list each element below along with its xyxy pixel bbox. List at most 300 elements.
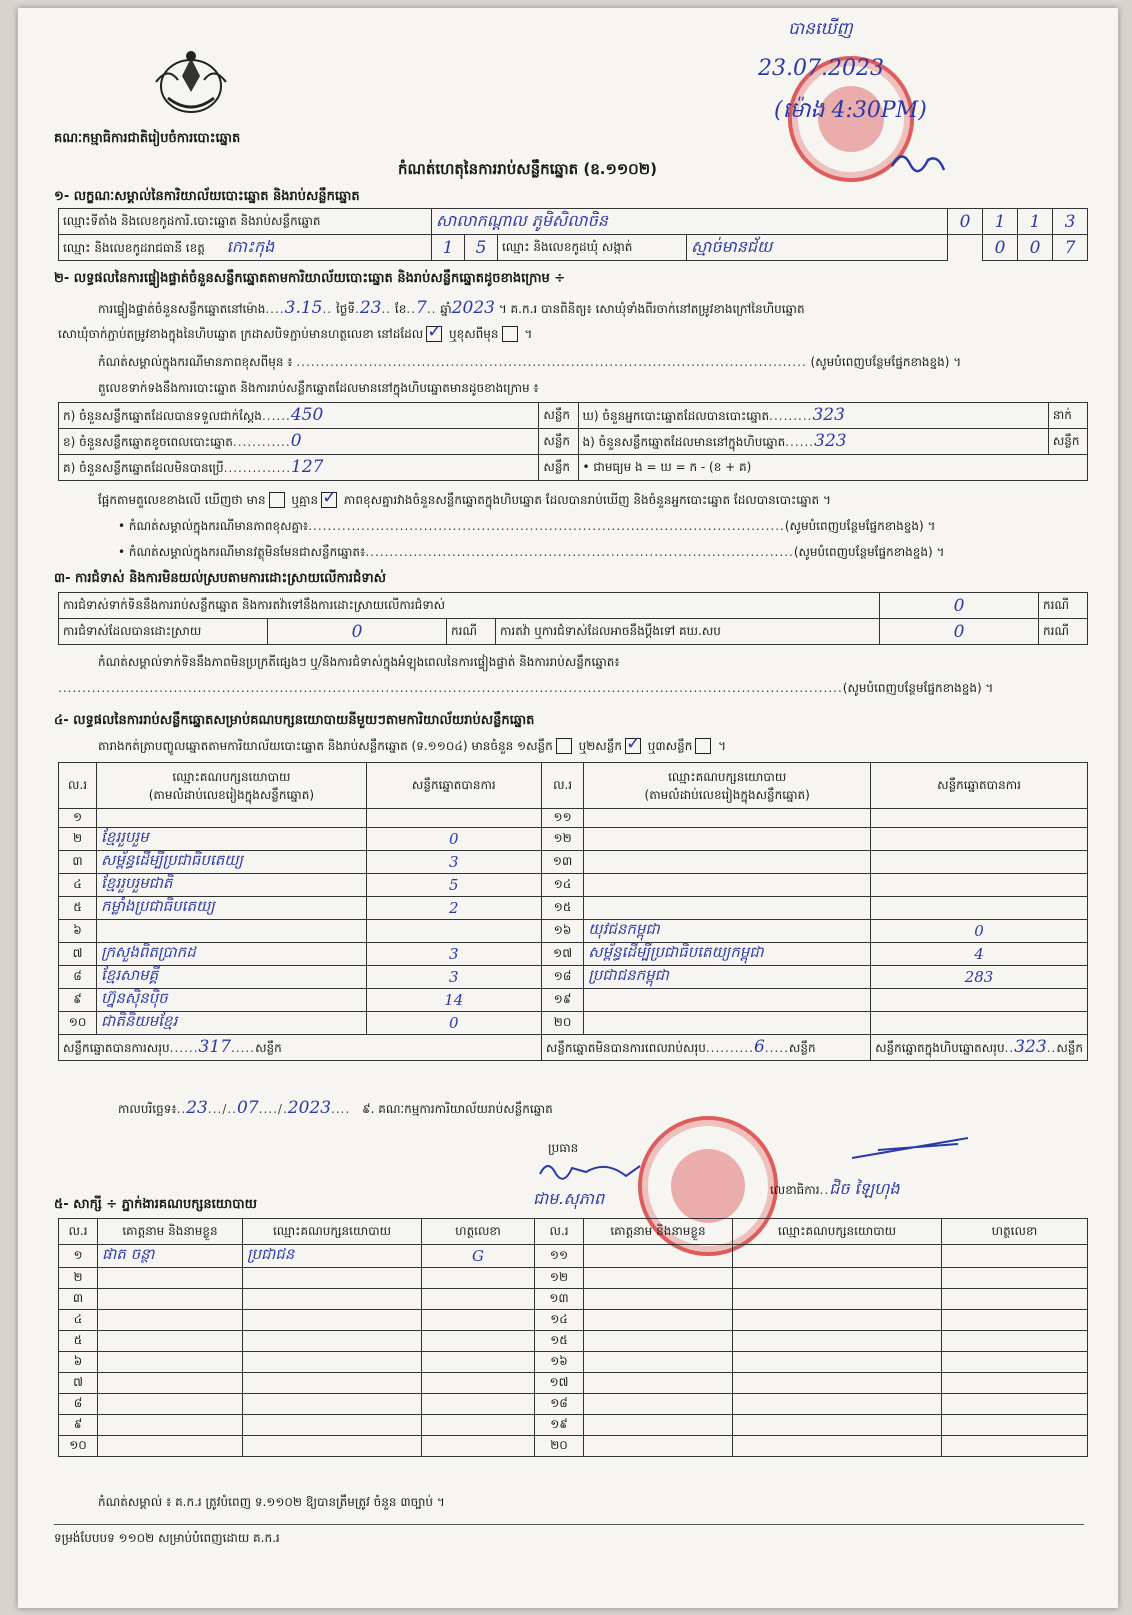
w-col-no-left: ល.រ [59,1219,98,1245]
discrepancy-line [98,492,831,510]
witness-sign-right [942,1289,1088,1310]
party-no-left: ៦ [59,920,97,943]
two-sheets-checkbox[interactable] [625,738,641,754]
witness-name-right [584,1352,733,1373]
witness-sign-right [942,1352,1088,1373]
party-no-right: ២០ [541,1012,583,1035]
irregularity-note-line: ...................................................................................................................................................................(សូមបំពេញបន្ថែមផ្នែកខាងខ្នង) ។ [58,681,994,695]
witness-sign-right [942,1415,1088,1436]
secretary-name: ជិច ឡៃហុង [829,1179,900,1198]
party-votes-right [871,989,1088,1012]
complaints-value: 0 [880,593,1039,619]
verify-time: 3.15 [284,298,323,318]
witness-party-right [733,1394,942,1415]
commune-value: ស្មាច់មានជ័យ [687,235,948,261]
sum-box-label: សន្លឹកឆ្នោតក្នុងហិបឆ្នោតសរុប [875,1041,1005,1055]
tally-sheet-line: តារាងកត់ត្រាបញ្ចូលឆ្នោតតាមការិយាល័យបោះឆ្នោត និងរាប់សន្លឹកឆ្នោត (ទ.១១០៤) មានចំនួន ១សន្លឹក ឬ២សន្លឹក✓ ឬ៣សន្លឹក ។ [98,738,726,756]
witness-name-right [584,1245,733,1268]
received-ballots-value: 450 [290,405,324,425]
witness-party-left: ប្រជាជន [243,1245,422,1268]
resolved-value: 0 [268,619,447,645]
appeal-value: 0 [880,619,1039,645]
tally-text-b: ឬ២សន្លឹក [578,739,622,753]
received-ballots-label: ក) ចំនួនសន្លឹកឆ្នោតដែលបានទទួលជាក់ស្តែង [63,409,262,423]
witness-row [59,1268,1088,1289]
party-no-left: ២ [59,828,97,851]
witness-sign-left [422,1436,535,1457]
has-diff-checkbox[interactable] [269,492,285,508]
location-code-3: 1 [1018,209,1053,235]
unused-ballots-label: គ) ចំនួនសន្លឹកឆ្នោតដែលមិនបានប្រើ [63,461,224,475]
party-name-right: សម្ព័ន្ធដើម្បីប្រជាធិបតេយ្យកម្ពុជា [584,943,871,966]
sum-box-unit: សន្លឹក [1056,1041,1083,1055]
chair-name: ជាម.សុភាព [533,1189,605,1208]
party-no-left: ៨ [59,966,97,989]
verify-day: 23 [359,298,382,318]
diff-note-2: • កំណត់សម្គាល់ក្នុងករណីមានភាពខុសគ្នា៖...................................................................................................(សូមបំពេញបន្ថែមផ្នែកខាងខ្នង) ។ [118,519,936,533]
witness-name-right [584,1310,733,1331]
verify-text-a: ការផ្ទៀងផ្ទាត់ចំនួនសន្លឹកឆ្នោតនៅម៉ោង [98,302,266,316]
witness-no-left: ៩ [59,1415,98,1436]
appeal-label: ការតវ៉ា ឬការជំទាស់ដែលអាចនឹងប្តឹងទៅ គឃ.សប [496,619,880,645]
witness-sign-left [422,1415,535,1436]
witness-row [59,1394,1088,1415]
verify-text-d: ឆ្នាំ [440,302,452,316]
witness-no-right: ១៩ [535,1415,584,1436]
result-row [59,920,1088,943]
province-value: កោះកុង [226,236,275,256]
no-diff-checkbox[interactable] [321,492,337,508]
witness-no-left: ៧ [59,1373,98,1394]
irregularity-note: កំណត់សម្គាល់ទាក់ទិននឹងភាពមិនប្រក្រតីផ្សេងៗ ឬ/និងការជំទាស់ក្នុងអំឡុងពេលនៃការផ្ទៀងផ្ទាត់ និងការរាប់សន្លឹកឆ្នោត៖ [98,655,620,669]
witness-name-left: ផាត ចន្ថា [98,1245,243,1268]
party-no-left: ៥ [59,897,97,920]
province-code-1: 1 [432,235,465,261]
witness-party-left [243,1415,422,1436]
verify-year: 2023 [451,298,495,318]
sum-invalid-label: សន្លឹកឆ្នោតមិនបានការពេលរាប់សរុប [545,1041,706,1055]
witness-no-right: ១៣ [535,1289,584,1310]
party-name-right [584,897,871,920]
witness-no-left: ៨ [59,1394,98,1415]
witness-no-right: ១២ [535,1268,584,1289]
party-name-right [584,1012,871,1035]
party-votes-left: 14 [366,989,541,1012]
result-row [59,943,1088,966]
section1-heading: ១- លក្ខណៈសម្គាល់នៃការិយាល័យបោះឆ្នោត និងរាប់សន្លឹកឆ្នោត [54,189,360,204]
party-no-right: ១៣ [541,851,583,874]
results-table [58,762,1088,1061]
section3-heading: ៣- ការជំទាស់ និងការមិនយល់ស្របតាមការដោះស្រាយលើការជំទាស់ [54,571,386,586]
tally-text: តារាងកត់ត្រាបញ្ចូលឆ្នោតតាមការិយាល័យបោះឆ្នោត និងរាប់សន្លឹកឆ្នោត (ទ.១១០៤) មានចំនួន ១សន្លឹក [98,739,553,753]
verify-month: 7 [416,298,427,318]
foreign-note-back: (សូមបំពេញបន្ថែមផ្នែកខាងខ្នង) ។ [793,545,945,559]
foreign-note: • កំណត់សម្គាល់ក្នុងករណីមានវត្ថុមិនមែនជាសន្លឹកឆ្នោត៖.........................................................................................(សូមបំពេញបន្ថែមផ្នែកខាងខ្នង) ។ [118,545,945,559]
witness-name-left [98,1373,243,1394]
witness-sign-left: G [422,1245,535,1268]
party-votes-left [366,809,541,828]
commune-code-1: 0 [983,235,1018,261]
party-no-right: ១១ [541,809,583,828]
seal-text-b: ឬខុសពីមុន [449,327,499,341]
province-code-2: 5 [465,235,498,261]
witness-row [59,1289,1088,1310]
witness-party-left [243,1331,422,1352]
w-col-name-right: គោត្តនាម និងនាមខ្លួន [584,1219,733,1245]
party-no-left: ៣ [59,851,97,874]
party-votes-right [871,809,1088,828]
diff-note-line: កំណត់សម្គាល់ក្នុងករណីមានភាពខុសពីមុន ៖ .......................................................................................................... (សូមបំពេញបន្ថែមផ្នែកខាងខ្នង) ។ [98,355,962,369]
party-name-left: ជាតិនិយមខ្មែរ [97,1012,367,1035]
w-col-party-left: ឈ្មោះគណបក្សនយោបាយ [243,1219,422,1245]
party-votes-left: 3 [366,943,541,966]
sum-invalid-cell: សន្លឹកឆ្នោតមិនបានការពេលរាប់សរុប..........6.....សន្លឹក [541,1035,870,1061]
witness-no-left: ៥ [59,1331,98,1352]
witness-no-right: ២០ [535,1436,584,1457]
section2-heading: ២- លទ្ធផលនៃការផ្ទៀងផ្ទាត់ចំនួនសន្លឹកឆ្នោតតាមការិយាល័យបោះឆ្នោត និងរាប់សន្លឹកឆ្នោតដូចខាងក្រោម ÷ [54,271,566,286]
witness-name-left [98,1268,243,1289]
location-label: ឈ្មោះទីតាំង និងលេខកូដការិ.បោះឆ្នោត និងរាប់សន្លឹកឆ្នោត [59,209,432,235]
party-name-left [97,920,367,943]
witness-name-right [584,1436,733,1457]
party-votes-right [871,897,1088,920]
party-no-right: ១៥ [541,897,583,920]
witness-party-left [243,1373,422,1394]
resolved-label: ការជំទាស់ដែលបានដោះស្រាយ [59,619,268,645]
w-col-sign-right: ហត្ថលេខា [942,1219,1088,1245]
party-votes-right [871,874,1088,897]
party-name-left [97,809,367,828]
sum-invalid-value: 6 [754,1037,765,1057]
province-label-text: ឈ្មោះ និងលេខកូដរាជធានី ខេត្ត [63,240,205,255]
party-no-right: ១៧ [541,943,583,966]
witness-name-right [584,1415,733,1436]
received-time: (ម៉ោង 4:30PM) [774,98,927,123]
party-votes-right [871,828,1088,851]
witness-sign-left [422,1289,535,1310]
diff-note-back: (សូមបំពេញបន្ថែមផ្នែកខាងខ្នង) ។ [810,355,962,369]
irregularity-note-back: (សូមបំពេញបន្ថែមផ្នែកខាងខ្នង) ។ [842,681,994,695]
spoiled-ballots-label: ខ) ចំនួនសន្លឹកឆ្នោតខូចពេលបោះឆ្នោត [63,435,233,449]
party-votes-left: 0 [366,828,541,851]
col-party-left [97,763,367,809]
diff-note-2-back: (សូមបំពេញបន្ថែមផ្នែកខាងខ្នង) ។ [784,519,936,533]
witness-party-right [733,1310,942,1331]
witness-row [59,1436,1088,1457]
result-row [59,809,1088,828]
party-no-left: ៧ [59,943,97,966]
party-votes-right [871,1012,1088,1035]
result-row [59,874,1088,897]
seal-line: សោឃុំចាក់ភ្ជាប់តម្រូវខាងក្នុងនៃហិបឆ្នោត ក្រដាសបិទភ្ជាប់មានហត្ថលេខា នៅដដែល✓ ឬខុសពីមុន ។ [58,326,532,344]
party-no-right: ១២ [541,828,583,851]
witness-table [58,1218,1088,1457]
complaints-label: ការជំទាស់ទាក់ទិននឹងការរាប់សន្លឹកឆ្នោត និងការតវ៉ាទៅនឹងការដោះស្រាយលើការជំទាស់ [59,593,880,619]
party-name-right: ប្រជាជនកម្ពុជា [584,966,871,989]
witness-party-right [733,1331,942,1352]
witness-sign-left [422,1268,535,1289]
party-votes-left: 0 [366,1012,541,1035]
party-votes-left: 3 [366,851,541,874]
witness-sign-left [422,1352,535,1373]
discrepancy-text-c: ភាពខុសគ្នារវាងចំនួនសន្លឹកឆ្នោតក្នុងហិបឆ្នោត ដែលបានរាប់ឃើញ និងចំនួនអ្នកបោះឆ្នោត ដែលបានបោះឆ្នោត ។ [343,493,831,507]
witness-sign-right [942,1373,1088,1394]
sum-valid-label: សន្លឹកឆ្នោតបានការសរុប [63,1041,170,1055]
spoiled-ballots-value: 0 [290,431,302,451]
chair-label: ប្រធាន [548,1141,579,1155]
witness-sign-right [942,1331,1088,1352]
party-no-right: ១៨ [541,966,583,989]
witness-sign-left [422,1394,535,1415]
witness-name-left [98,1310,243,1331]
witness-no-right: ១៤ [535,1310,584,1331]
party-name-right [584,828,871,851]
one-sheet-checkbox[interactable] [556,738,572,754]
section5-heading: ៥- សាក្សី ÷ ភ្នាក់ងារគណបក្សនយោបាយ [54,1197,257,1212]
party-name-right [584,874,871,897]
witness-name-left [98,1331,243,1352]
unit-d: នាក់ [1048,403,1087,429]
party-votes-left [366,920,541,943]
location-table [58,208,1088,261]
figures-intro: តួលេខទាក់ទងនឹងការបោះឆ្នោត និងការរាប់សន្លឹកឆ្នោតដែលមាននៅក្នុងហិបឆ្នោតមានដូចខាងក្រោម ៖ [98,381,539,395]
col-party-left-2: (តាមលំដាប់លេខរៀងក្នុងសន្លឹកឆ្នោត) [148,787,315,802]
party-votes-left: 3 [366,966,541,989]
witness-name-right [584,1289,733,1310]
witness-sign-right [942,1310,1088,1331]
witness-party-right [733,1268,942,1289]
complaints-unit: ករណី [1039,593,1088,619]
result-row [59,1012,1088,1035]
form-footer: ទម្រង់បែបបទ ១១០២ សម្រាប់បំពេញដោយ គ.ក.រ [54,1531,280,1545]
witness-party-left [243,1310,422,1331]
location-code-4: 3 [1053,209,1088,235]
figures-table: ក) ចំនួនសន្លឹកឆ្នោតដែលបានទទួលជាក់ស្តែង......450 សន្លឹក ឃ) ចំនួនអ្នកបោះឆ្នោតដែលបានបោះឆ្នោត.........323 នាក់ ខ) ចំនួនសន្លឹកឆ្នោតខូចពេលបោះឆ្នោត............0 សន្លឹក ង) ចំនួនសន្លឹកឆ្នោតដែលមាននៅក្នុងហិបឆ្នោត......323 សន្លឹក គ) ចំនួនសន្លឹកឆ្នោតដែលមិនបានប្រើ..............127 សន្លឹក • ជាមធ្យម ង = ឃ = ក - (ខ + គ) [58,402,1088,481]
w-col-name-left: គោត្តនាម និងនាមខ្លួន [98,1219,243,1245]
nec-emblem-icon [148,46,234,120]
witness-name-left [98,1394,243,1415]
foreign-note-label: • កំណត់សម្គាល់ក្នុងករណីមានវត្ថុមិនមែនជាសន្លឹកឆ្នោត៖ [118,545,366,559]
unit-b: សន្លឹក [539,429,578,455]
sum-invalid-unit: សន្លឹក [788,1041,816,1055]
witness-no-right: ១៨ [535,1394,584,1415]
witness-no-right: ១៥ [535,1331,584,1352]
section4-heading: ៤- លទ្ធផលនៃការរាប់សន្លឹកឆ្នោតសម្រាប់គណបក្សនយោបាយនីមួយៗតាមការិយាល័យរាប់សន្លឹកឆ្នោត [54,713,535,728]
witness-no-right: ១៧ [535,1373,584,1394]
witness-party-right [733,1436,942,1457]
verify-text-e: ។ គ.ក.រ បានពិនិត្យ៖ សោឃុំទាំងពីរចាក់នៅតម្រូវខាងក្រៅនៃហិបឆ្នោត [498,302,805,316]
party-no-left: ១០ [59,1012,97,1035]
date-month: 07 [237,1098,259,1118]
witness-party-right [733,1415,942,1436]
diff-note-2-label: • កំណត់សម្គាល់ក្នុងករណីមានភាពខុសគ្នា៖ [118,519,309,533]
party-no-right: ១៩ [541,989,583,1012]
witness-sign-left [422,1310,535,1331]
col-party-left-1: ឈ្មោះគណបក្សនយោបាយ [172,769,291,784]
col-party-right-2: (តាមលំដាប់លេខរៀងក្នុងសន្លឹកឆ្នោត) [644,787,810,802]
col-party-right-1: ឈ្មោះគណបក្សនយោបាយ [668,769,787,784]
unit-a: សន្លឹក [539,403,578,429]
box-ballots-value: 323 [814,431,847,451]
party-no-left: ៩ [59,989,97,1012]
party-votes-left: 2 [366,897,541,920]
witness-row [59,1415,1088,1436]
verification-line: ការផ្ទៀងផ្ទាត់ចំនួនសន្លឹកឆ្នោតនៅម៉ោង....3.15.. ថ្ងៃទី.23.. ខែ..7.. ឆ្នាំ2023 ។ គ.ក.រ បានពិនិត្យ៖ សោឃុំទាំងពីរចាក់នៅតម្រូវខាងក្រៅនៃហិបឆ្នោត [98,298,805,318]
date-label: កាលបរិច្ឆេទ៖ [118,1102,177,1116]
result-row [59,897,1088,920]
result-row [59,851,1088,874]
location-code-2: 1 [983,209,1018,235]
col-no-right: ល.រ [541,763,583,809]
witness-row [59,1331,1088,1352]
party-name-left: ខ្មែររួបរួមជាតិ [97,874,367,897]
unit-c: សន្លឹក [539,455,578,481]
form-page [18,8,1118,1608]
location-code-1: 0 [948,209,983,235]
party-votes-right: 283 [871,966,1088,989]
witness-party-right [733,1289,942,1310]
witness-sign-left [422,1373,535,1394]
witness-party-left [243,1289,422,1310]
party-votes-right [871,851,1088,874]
result-row [59,989,1088,1012]
date-line: កាលបរិច្ឆេទ៖..23.../..07..../.2023.... ៩. គណៈកម្មការការិយាល័យរាប់សន្លឹកឆ្នោត [118,1098,553,1118]
witness-name-left [98,1436,243,1457]
voters-label: ឃ) ចំនួនអ្នកបោះឆ្នោតដែលបានបោះឆ្នោត [582,409,770,423]
sum-valid-value: 317 [198,1037,231,1057]
witness-no-left: ៦ [59,1352,98,1373]
witness-sign-right [942,1394,1088,1415]
witness-name-right [584,1268,733,1289]
witness-sign-right [942,1268,1088,1289]
witness-name-right [584,1394,733,1415]
sum-valid-unit: សន្លឹក [255,1041,282,1055]
witness-row [59,1245,1088,1268]
commune-code-3: 7 [1053,235,1088,261]
party-votes-left: 5 [366,874,541,897]
party-name-right [584,851,871,874]
verify-text-c: ខែ [394,302,407,316]
party-name-left: កម្លាំងប្រជាធិបតេយ្យ [97,897,367,920]
witness-party-left [243,1268,422,1289]
verify-text-b: ថ្ងៃទី [335,302,355,316]
witness-no-left: ៤ [59,1310,98,1331]
witness-party-left [243,1436,422,1457]
result-row [59,966,1088,989]
same-checkbox[interactable] [426,326,442,342]
party-name-right [584,989,871,1012]
witness-no-left: ២ [59,1268,98,1289]
party-name-left: សម្ព័ន្ធដើម្បីប្រជាធិបតេយ្យ [97,851,367,874]
received-note: បានឃើញ [788,19,853,39]
witness-party-left [243,1394,422,1415]
witness-party-right [733,1373,942,1394]
voters-value: 323 [812,405,845,425]
witness-no-left: ១ [59,1245,98,1268]
box-ballots-label: ង) ចំនួនសន្លឹកឆ្នោតដែលមាននៅក្នុងហិបឆ្នោត [582,435,786,449]
witness-row [59,1310,1088,1331]
party-name-left: ខ្មែររួបរួម [97,828,367,851]
witness-name-left [98,1352,243,1373]
appeal-unit: ករណី [1039,619,1088,645]
witness-name-right [584,1373,733,1394]
party-no-right: ១៦ [541,920,583,943]
witness-sign-right [942,1436,1088,1457]
party-votes-right: 4 [871,943,1088,966]
committee-label: ៩. គណៈកម្មការការិយាល័យរាប់សន្លឹកឆ្នោត [362,1102,553,1116]
formula: • ជាមធ្យម ង = ឃ = ក - (ខ + គ) [578,455,1088,481]
seal-text: សោឃុំចាក់ភ្ជាប់តម្រូវខាងក្នុងនៃហិបឆ្នោត ក្រដាសបិទភ្ជាប់មានហត្ថលេខា នៅដដែល [58,327,424,341]
secretary-signature [848,1128,978,1172]
witness-row [59,1373,1088,1394]
col-party-right [584,763,871,809]
location-value: សាលាកណ្តាល ភូមិសិលាចិន [432,209,948,235]
witness-party-right [733,1352,942,1373]
signature-top [888,146,948,180]
sum-box-cell: សន្លឹកឆ្នោតក្នុងហិបឆ្នោតសរុប..323..សន្លឹក [871,1035,1088,1061]
chair-signature [536,1156,646,1190]
unused-ballots-value: 127 [291,457,324,477]
col-no-left: ល.រ [59,763,97,809]
date-day: 23 [186,1098,208,1118]
witness-no-left: ១០ [59,1436,98,1457]
different-checkbox[interactable] [502,326,518,342]
sum-valid-cell: សន្លឹកឆ្នោតបានការសរុប......317.....សន្លឹក [59,1035,542,1061]
resolved-unit: ករណី [447,619,496,645]
three-sheets-checkbox[interactable] [695,738,711,754]
party-name-left: ខ្មែរសាមគ្គី [97,966,367,989]
form-title: កំណត់ហេតុនៃការរាប់សន្លឹកឆ្នោត (ឧ.១១០២) [398,160,658,178]
sum-box-value: 323 [1014,1037,1047,1057]
witness-no-right: ១៦ [535,1352,584,1373]
witness-name-left [98,1289,243,1310]
complaints-table [58,592,1088,645]
witness-name-right [584,1331,733,1352]
discrepancy-text: ផ្អែកតាមតួលេខខាងលើ ឃើញថា មាន [98,493,266,507]
w-col-sign-left: ហត្ថលេខា [422,1219,535,1245]
date-year: 2023 [287,1098,332,1118]
witness-sign-left [422,1331,535,1352]
party-name-right [584,809,871,828]
discrepancy-text-b: ឬគ្មាន [291,493,319,507]
commune-label: ឈ្មោះ និងលេខកូដឃុំ សង្កាត់ [498,235,687,261]
party-no-left: ៤ [59,874,97,897]
witness-sign-right [942,1245,1088,1268]
party-name-right: យុវជនកម្ពុជា [584,920,871,943]
w-col-no-right: ល.រ [535,1219,584,1245]
org-name: គណៈកម្មាធិការជាតិរៀបចំការបោះឆ្នោត [54,131,241,146]
party-name-left: ហ្វ៊ុនស៊ិនប៉ិច [97,989,367,1012]
party-no-left: ១ [59,809,97,828]
unit-e: សន្លឹក [1048,429,1087,455]
secretary-label: លេខាធិការ [770,1183,820,1197]
witness-party-right [733,1245,942,1268]
footer-rule [54,1524,1084,1525]
tally-text-c: ឬ៣សន្លឹក [647,739,693,753]
received-date: 23.07.2023 [758,56,884,81]
province-label [59,235,432,261]
commune-code-2: 0 [1018,235,1053,261]
result-row [59,828,1088,851]
party-no-right: ១៤ [541,874,583,897]
witness-no-left: ៣ [59,1289,98,1310]
party-votes-right: 0 [871,920,1088,943]
party-name-left: ក្រសួងពិតប្រាកដ [97,943,367,966]
witness-row [59,1352,1088,1373]
witness-no-right: ១១ [535,1245,584,1268]
witness-name-left [98,1415,243,1436]
witness-party-left [243,1352,422,1373]
